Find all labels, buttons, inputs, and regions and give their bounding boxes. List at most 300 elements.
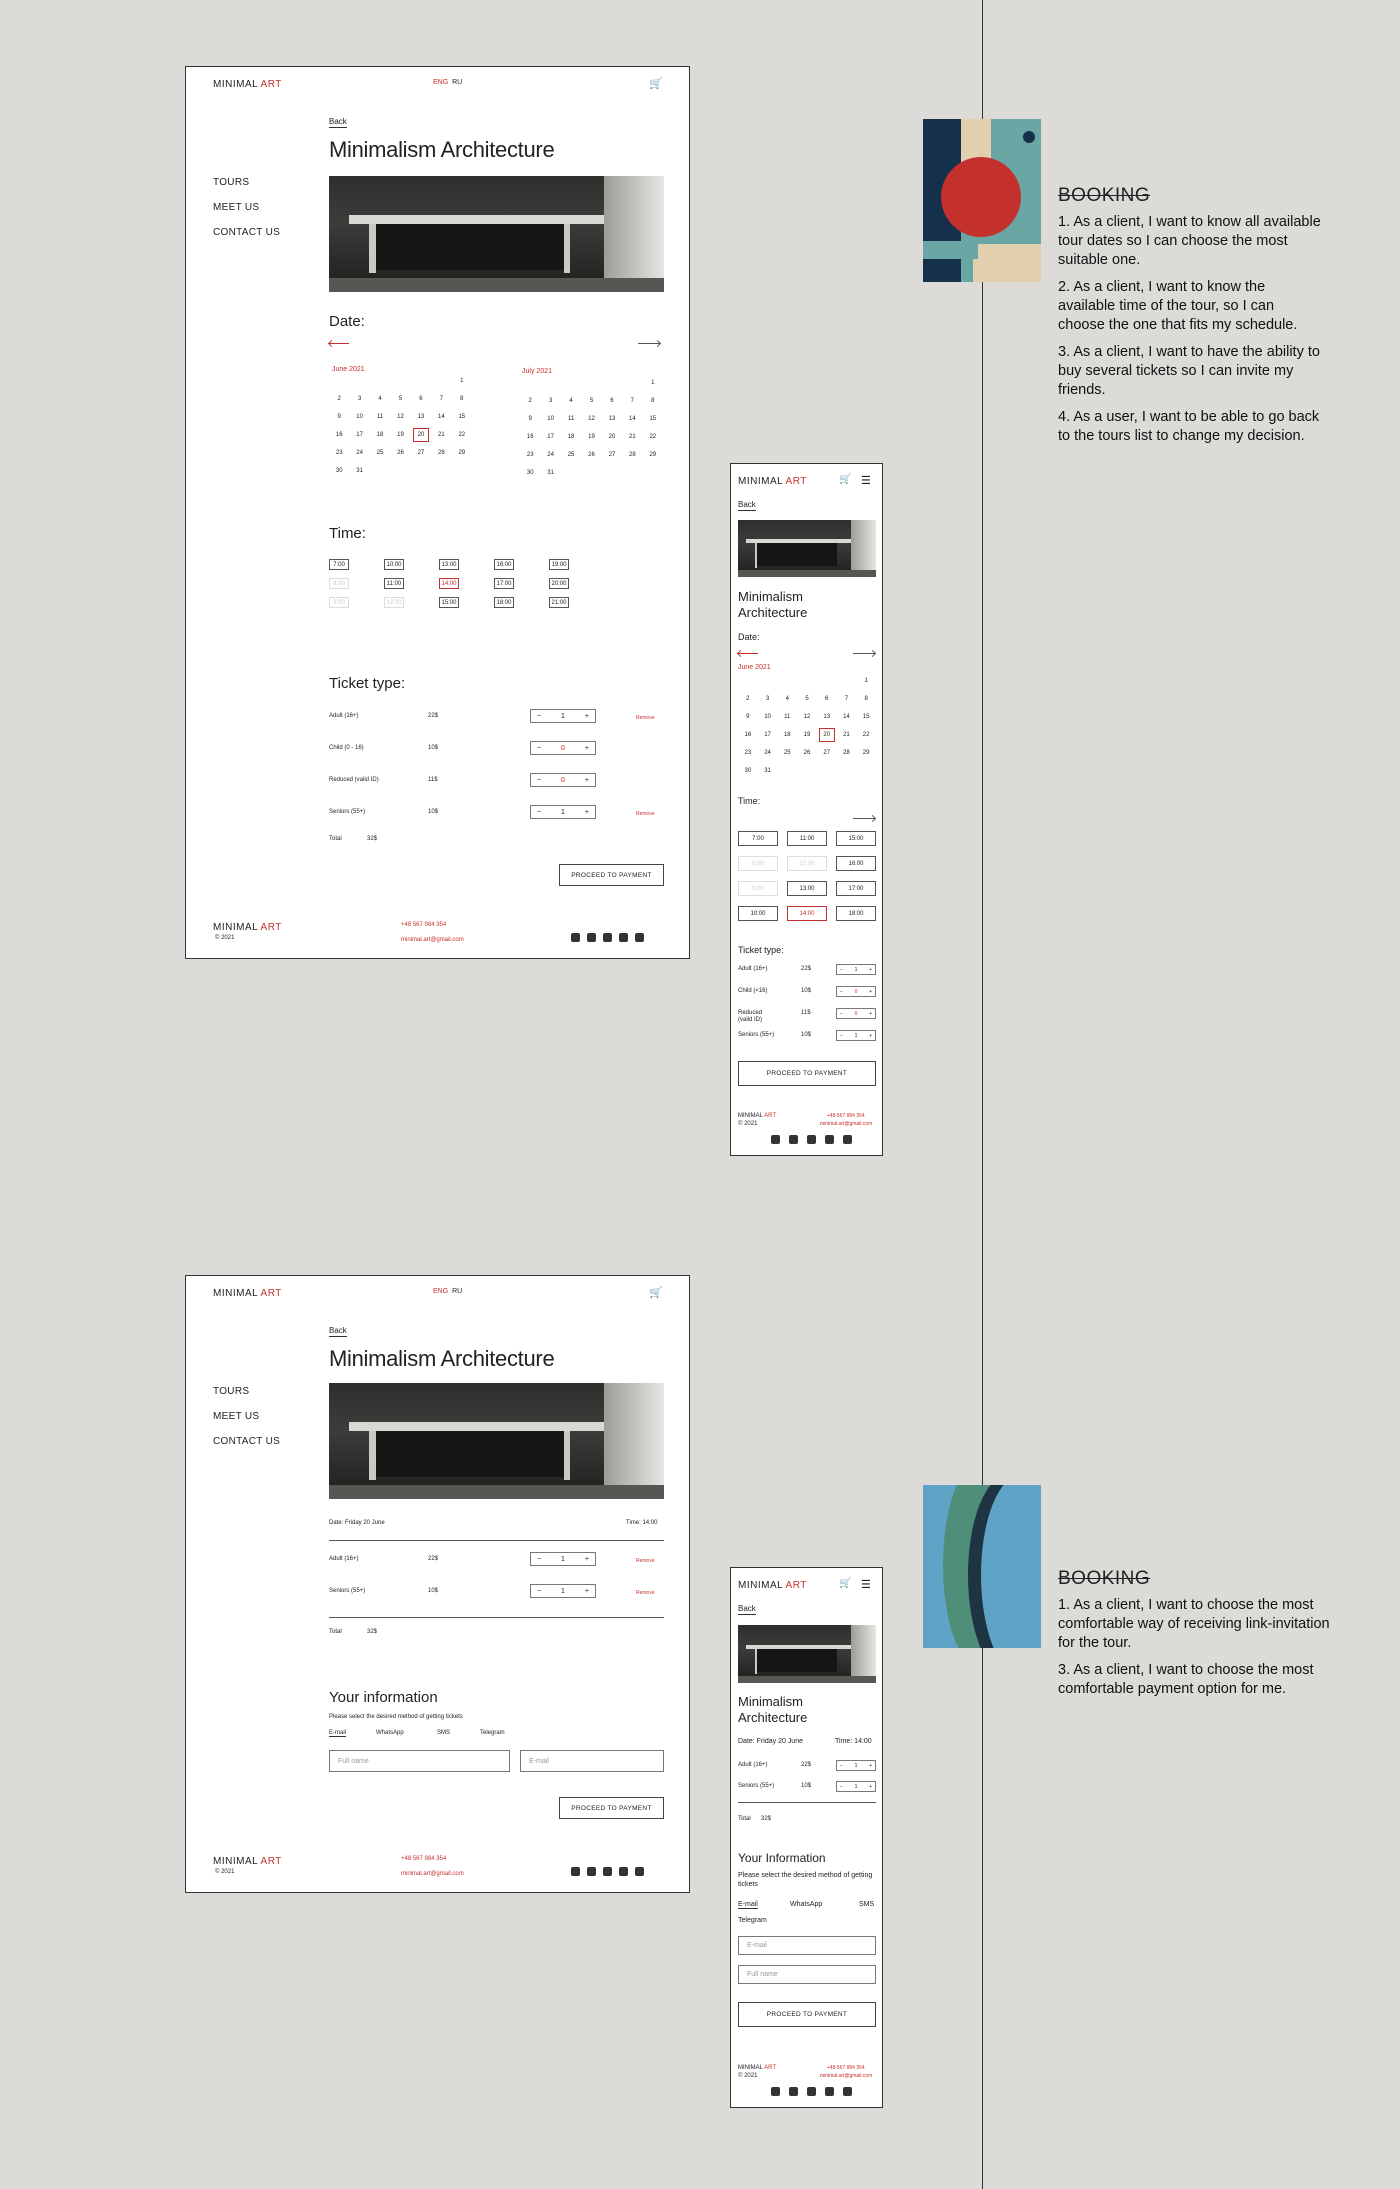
ticket-heading: Ticket type: (329, 675, 406, 692)
quantity-stepper[interactable] (836, 964, 876, 975)
calendar-day[interactable]: 20 (608, 434, 616, 440)
calendar-day[interactable]: 29 (458, 450, 466, 456)
ticket-label: Seniors (55+) (329, 809, 366, 815)
calendar-day[interactable]: 15 (649, 416, 657, 422)
calendar-day[interactable]: 22 (458, 432, 466, 438)
calendar-blank (561, 374, 581, 392)
time-slot[interactable]: 17:00 (494, 578, 514, 589)
ticket-price: 10$ (801, 1032, 812, 1038)
calendar-day[interactable]: 30 (526, 470, 534, 476)
calendar-day[interactable]: 23 (526, 452, 534, 458)
lang-ru[interactable]: RU (452, 79, 463, 86)
story-item: 4. As a user, I want to be able to go back to the tours list to change my decision. (1058, 409, 1320, 444)
minus-icon[interactable]: − (537, 1587, 542, 1595)
linkedin-icon[interactable] (843, 1135, 852, 1144)
calendar-day[interactable]: 4 (569, 398, 573, 404)
calendar-blank (738, 672, 758, 690)
calendar-day[interactable]: 5 (805, 696, 809, 702)
calendar-day[interactable]: 10 (547, 416, 554, 422)
minus-icon[interactable]: − (840, 1032, 843, 1039)
story-item: 1. As a client, I want to choose the most comfortable way of receiving link-invitation for the tour. (1058, 1597, 1330, 1651)
calendar-day[interactable]: 29 (862, 750, 870, 756)
calendar-day[interactable]: 24 (547, 452, 554, 458)
minus-icon[interactable]: − (537, 776, 542, 784)
mobile-logo[interactable]: MINIMAL ART (738, 1580, 807, 1591)
nav-contact-us[interactable]: CONTACT US (213, 1436, 281, 1447)
time-slot[interactable]: 12:00 (787, 856, 827, 871)
calendar-july (520, 374, 663, 482)
calendar-day[interactable]: 25 (376, 450, 384, 456)
next-month-arrow[interactable] (853, 653, 875, 654)
lang-eng[interactable]: ENG (433, 79, 449, 86)
ticket-label: Adult (16+) (329, 713, 359, 719)
time-heading: Time: (738, 796, 761, 806)
time-slot[interactable]: 12:00 (384, 597, 404, 608)
time-slot[interactable]: 7:00 (738, 831, 778, 846)
user-story-booking-1 (1058, 185, 1323, 454)
quantity-value: 1 (854, 966, 858, 973)
time-slot[interactable]: 8:00 (738, 856, 778, 871)
twitter-icon[interactable] (619, 1867, 628, 1876)
logo[interactable]: MINIMAL ART (213, 79, 282, 90)
desktop-info-frame (185, 1275, 690, 1893)
calendar-day[interactable]: 17 (356, 432, 363, 438)
calendar-day[interactable]: 8 (651, 398, 655, 404)
footer-copyright: © 2021 (738, 1121, 758, 1127)
calendar-day[interactable]: 1 (864, 678, 868, 684)
art-thumbnail-1 (923, 119, 1041, 282)
calendar-day[interactable]: 5 (398, 396, 403, 402)
proceed-button[interactable]: PROCEED TO PAYMENT (559, 1797, 664, 1819)
footer-email[interactable]: minimal.art@gmail.com (820, 1121, 873, 1127)
time-slot[interactable]: 9:00 (329, 597, 349, 608)
time-slot[interactable]: 9:00 (738, 881, 778, 896)
method-telegram-tab[interactable]: Telegram (480, 1730, 505, 1736)
quantity-stepper[interactable] (836, 1760, 876, 1771)
calendar-day[interactable]: 21 (438, 432, 445, 438)
footer-copyright: © 2021 (738, 2073, 758, 2079)
quantity-value: 1 (854, 1032, 858, 1039)
mobile-info-frame (730, 1567, 883, 2108)
cart-icon[interactable]: 🛒 (649, 1287, 663, 1299)
time-slot[interactable]: 10:00 (738, 906, 778, 921)
calendar-day[interactable]: 2 (746, 696, 750, 702)
calendar-day[interactable]: 11 (567, 416, 575, 422)
method-whatsapp-tab[interactable]: WhatsApp (790, 1901, 823, 1908)
telegram-icon[interactable] (807, 2087, 816, 2096)
time-slot[interactable]: 13:00 (439, 559, 459, 570)
calendar-day[interactable]: 11 (784, 714, 791, 720)
proceed-button[interactable]: PROCEED TO PAYMENT (559, 864, 664, 886)
calendar-day-selected[interactable]: 20 (817, 726, 837, 744)
footer-phone[interactable]: +48 567 984 354 (401, 922, 447, 928)
calendar-day[interactable]: 14 (629, 416, 636, 422)
story-title: BOOKING (1058, 1568, 1151, 1589)
story-title: BOOKING (1058, 185, 1151, 206)
minus-icon[interactable]: − (840, 1783, 843, 1790)
proceed-button[interactable]: PROCEED TO PAYMENT (738, 1061, 876, 1086)
plus-icon[interactable]: + (869, 988, 872, 995)
calendar-blank (581, 374, 601, 392)
calendar-day[interactable]: 1 (651, 380, 655, 386)
time-slot[interactable]: 11:00 (787, 831, 827, 846)
time-slot[interactable]: 8:00 (329, 578, 349, 589)
quantity-stepper[interactable] (836, 986, 876, 997)
time-slot[interactable]: 14:00 (787, 906, 827, 921)
proceed-button[interactable]: PROCEED TO PAYMENT (738, 2002, 876, 2027)
time-slot[interactable]: 19:00 (549, 559, 569, 570)
ticket-price: 10$ (801, 1783, 812, 1789)
calendar-day[interactable]: 6 (419, 396, 423, 402)
social-icons (571, 933, 644, 942)
minus-icon[interactable]: − (537, 744, 542, 752)
calendar-day[interactable]: 16 (335, 432, 343, 438)
quantity-value: 1 (561, 712, 565, 720)
remove-link[interactable]: Remove (636, 715, 655, 721)
instagram-icon[interactable] (571, 1867, 580, 1876)
calendar-day[interactable]: 26 (397, 450, 404, 456)
calendar-day[interactable]: 5 (589, 398, 594, 404)
youtube-icon[interactable] (587, 933, 596, 942)
quantity-stepper[interactable] (530, 805, 596, 819)
cart-icon[interactable]: 🛒 (839, 474, 852, 485)
telegram-icon[interactable] (807, 1135, 816, 1144)
calendar-day[interactable]: 9 (528, 416, 532, 422)
calendar-day[interactable]: 7 (630, 398, 635, 404)
linkedin-icon[interactable] (635, 933, 644, 942)
calendar-day-selected[interactable]: 20 (411, 426, 431, 444)
calendar-day[interactable]: 6 (825, 696, 829, 702)
calendar-day[interactable]: 13 (823, 714, 831, 720)
plus-icon[interactable]: + (869, 1010, 872, 1017)
plus-icon[interactable]: + (584, 744, 589, 752)
ticket-heading: Ticket type: (738, 945, 784, 955)
nav-tours[interactable]: TOURS (213, 1386, 250, 1397)
ticket-price: 10$ (428, 1588, 439, 1594)
logo[interactable]: MINIMAL ART (213, 1288, 282, 1299)
footer-email[interactable]: minimal.art@gmail.com (401, 1871, 464, 1877)
calendar-day[interactable]: 2 (337, 396, 341, 402)
next-time-arrow[interactable] (853, 818, 875, 819)
story-item: 1. As a client, I want to know all available tour dates so I can choose the most suitable one. (1058, 214, 1321, 268)
fullname-input[interactable]: Full name (738, 1965, 876, 1984)
time-slot[interactable]: 10:00 (384, 559, 404, 570)
calendar-day[interactable]: 19 (588, 434, 595, 440)
calendar-day[interactable]: 27 (608, 452, 616, 458)
calendar-day[interactable]: 15 (458, 414, 466, 420)
calendar-day[interactable]: 10 (764, 714, 771, 720)
calendar-day[interactable]: 21 (843, 732, 850, 738)
ticket-price: 10$ (428, 745, 439, 751)
calendar-day[interactable]: 22 (862, 732, 870, 738)
back-link[interactable]: Back (738, 500, 756, 509)
time-slot[interactable]: 18:00 (494, 597, 514, 608)
desktop-booking-frame (185, 66, 690, 959)
calendar-blank (602, 374, 622, 392)
time-slot[interactable]: 16:00 (494, 559, 514, 570)
total-label: Total (738, 1816, 751, 1822)
mobile-booking-frame (730, 463, 883, 1156)
quantity-stepper[interactable] (836, 1781, 876, 1792)
minus-icon[interactable]: − (537, 808, 542, 816)
calendar-day[interactable]: 18 (376, 432, 384, 438)
youtube-icon[interactable] (789, 1135, 798, 1144)
prev-month-arrow[interactable] (329, 343, 349, 344)
calendar-day[interactable]: 8 (864, 696, 868, 702)
plus-icon[interactable]: + (584, 776, 589, 784)
calendar-day[interactable]: 31 (547, 470, 554, 476)
instagram-icon[interactable] (771, 2087, 780, 2096)
prev-month-arrow[interactable] (738, 653, 758, 654)
quantity-value: 1 (561, 808, 565, 816)
calendar-day[interactable]: 12 (588, 416, 595, 422)
plus-icon[interactable]: + (584, 1587, 589, 1595)
time-slot[interactable]: 7:00 (329, 559, 349, 570)
calendar-day[interactable]: 27 (823, 750, 831, 756)
calendar-day[interactable]: 7 (439, 396, 444, 402)
time-slot[interactable]: 20:00 (549, 578, 569, 589)
ticket-label: Seniors (55+) (738, 1032, 775, 1038)
calendar-day[interactable]: 29 (649, 452, 657, 458)
plus-icon[interactable]: + (584, 712, 589, 720)
method-sms-tab[interactable]: SMS (859, 1901, 875, 1908)
twitter-icon[interactable] (619, 933, 628, 942)
quantity-value: 0 (561, 776, 565, 784)
calendar-day[interactable]: 31 (356, 468, 363, 474)
calendar-day[interactable]: 13 (417, 414, 425, 420)
plus-icon[interactable]: + (584, 808, 589, 816)
footer-phone[interactable]: +48 567 984 354 (827, 1113, 865, 1119)
time-slot[interactable]: 18:00 (836, 906, 876, 921)
back-link[interactable]: Back (329, 117, 347, 126)
telegram-icon[interactable] (603, 933, 612, 942)
nav-meet-us[interactable]: MEET US (213, 1411, 260, 1422)
ticket-price: 10$ (801, 988, 812, 994)
back-link[interactable]: Back (738, 1604, 756, 1613)
minus-icon[interactable]: − (840, 988, 843, 995)
calendar-blank (520, 374, 540, 392)
info-hint: Please select the desired method of getting tickets (329, 1714, 463, 1720)
calendar-day[interactable]: 25 (783, 750, 791, 756)
footer-phone[interactable]: +48 567 984 354 (827, 2065, 865, 2071)
calendar-day[interactable]: 26 (803, 750, 811, 756)
ticket-price: 10$ (428, 809, 439, 815)
plus-icon[interactable]: + (869, 1783, 872, 1790)
calendar-day[interactable]: 14 (843, 714, 850, 720)
tour-photo (329, 1383, 664, 1499)
calendar-day[interactable]: 30 (744, 768, 752, 774)
calendar-day[interactable]: 22 (649, 434, 657, 440)
calendar-blank (622, 374, 642, 392)
quantity-stepper[interactable] (530, 709, 596, 723)
footer-email[interactable]: minimal.art@gmail.com (401, 937, 464, 943)
calendar-day[interactable]: 18 (783, 732, 791, 738)
time-heading: Time: (329, 525, 366, 542)
mobile-logo[interactable]: MINIMAL ART (738, 476, 807, 487)
plus-icon[interactable]: + (869, 1032, 872, 1039)
calendar-day[interactable]: 23 (744, 750, 752, 756)
page-title: Minimalism Architecture (738, 1694, 808, 1725)
minus-icon[interactable]: − (840, 966, 843, 973)
calendar-day[interactable]: 30 (335, 468, 343, 474)
calendar-day[interactable]: 17 (547, 434, 554, 440)
quantity-value: 1 (854, 1783, 858, 1790)
quantity-stepper[interactable] (530, 1552, 596, 1566)
quantity-value: 0 (854, 988, 858, 995)
time-slot[interactable]: 17:00 (836, 881, 876, 896)
plus-icon[interactable]: + (584, 1555, 589, 1563)
calendar-day[interactable]: 23 (335, 450, 343, 456)
calendar-day[interactable]: 16 (526, 434, 534, 440)
quantity-stepper[interactable] (530, 773, 596, 787)
youtube-icon[interactable] (789, 2087, 798, 2096)
calendar-day[interactable]: 6 (610, 398, 614, 404)
instagram-icon[interactable] (771, 1135, 780, 1144)
fullname-input[interactable]: Full name (329, 1750, 510, 1772)
calendar-day[interactable]: 17 (764, 732, 771, 738)
nav-contact-us[interactable]: CONTACT US (213, 227, 281, 238)
info-heading: Your Information (738, 1851, 826, 1865)
calendar-day[interactable]: 9 (746, 714, 750, 720)
footer-email[interactable]: minimal.art@gmail.com (820, 2073, 873, 2079)
calendar-day[interactable]: 21 (629, 434, 636, 440)
calendar-day[interactable]: 4 (785, 696, 789, 702)
summary-time: Time: 14:00 (626, 1520, 658, 1526)
method-whatsapp-tab[interactable]: WhatsApp (376, 1730, 404, 1736)
ticket-label: Seniors (55+) (738, 1783, 775, 1789)
calendar-day[interactable]: 2 (528, 398, 532, 404)
total-value: 32$ (367, 836, 378, 842)
calendar-day[interactable]: 28 (843, 750, 850, 756)
minus-icon[interactable]: − (537, 1555, 542, 1563)
menu-icon[interactable]: ☰ (861, 1579, 871, 1591)
calendar-day[interactable]: 24 (764, 750, 771, 756)
calendar-day[interactable]: 24 (356, 450, 363, 456)
calendar-day[interactable]: 18 (567, 434, 575, 440)
page-title: Minimalism Architecture (329, 1346, 555, 1371)
quantity-value: 1 (561, 1587, 565, 1595)
ticket-price: 22$ (801, 1762, 812, 1768)
time-slot[interactable]: 21:00 (549, 597, 569, 608)
date-heading: Date: (329, 313, 365, 330)
quantity-stepper[interactable] (836, 1030, 876, 1041)
calendar-day[interactable]: 12 (397, 414, 404, 420)
date-heading: Date: (738, 632, 760, 642)
page-title: Minimalism Architecture (329, 137, 555, 162)
linkedin-icon[interactable] (635, 1867, 644, 1876)
calendar-day[interactable]: 7 (844, 696, 849, 702)
calendar-day[interactable]: 9 (337, 414, 341, 420)
calendar-blank (390, 372, 410, 390)
instagram-icon[interactable] (571, 933, 580, 942)
calendar-day[interactable]: 26 (588, 452, 595, 458)
calendar-blank (411, 372, 431, 390)
lang-eng[interactable]: ENG (433, 1288, 449, 1295)
total-value: 32$ (367, 1629, 378, 1635)
method-telegram-tab[interactable]: Telegram (738, 1917, 767, 1924)
calendar-blank (431, 372, 451, 390)
calendar-day[interactable]: 31 (764, 768, 771, 774)
quantity-stepper[interactable] (530, 741, 596, 755)
calendar-day[interactable]: 12 (803, 714, 811, 720)
calendar-day[interactable]: 28 (438, 450, 445, 456)
remove-link[interactable]: Remove (636, 811, 655, 817)
info-hint: Please select the desired method of getting tickets (738, 1872, 873, 1888)
next-month-arrow[interactable] (638, 343, 660, 344)
remove-link[interactable]: Remove (636, 1558, 655, 1564)
social-icons (771, 1135, 852, 1144)
time-slot[interactable]: 11:00 (384, 578, 404, 589)
remove-link[interactable]: Remove (636, 1590, 655, 1596)
menu-icon[interactable]: ☰ (861, 475, 871, 487)
telegram-icon[interactable] (603, 1867, 612, 1876)
email-input[interactable]: E-mail (520, 1750, 664, 1772)
linkedin-icon[interactable] (843, 2087, 852, 2096)
quantity-value: 0 (561, 744, 565, 752)
quantity-stepper[interactable] (530, 1584, 596, 1598)
ticket-divider (329, 1617, 664, 1618)
minus-icon[interactable]: − (537, 712, 542, 720)
twitter-icon[interactable] (825, 1135, 834, 1144)
calendar-day[interactable]: 28 (629, 452, 636, 458)
cart-icon[interactable]: 🛒 (649, 78, 663, 90)
time-slot[interactable]: 15:00 (836, 831, 876, 846)
time-slot[interactable]: 15:00 (439, 597, 459, 608)
calendar-day[interactable]: 4 (378, 396, 382, 402)
calendar-day[interactable]: 19 (397, 432, 404, 438)
time-slot[interactable]: 14:00 (439, 578, 459, 589)
method-email-tab[interactable]: E-mail (329, 1730, 347, 1736)
plus-icon[interactable]: + (869, 1762, 872, 1769)
calendar-day[interactable]: 16 (744, 732, 752, 738)
calendar-day[interactable]: 27 (417, 450, 425, 456)
calendar-day[interactable]: 25 (567, 452, 575, 458)
calendar-day[interactable]: 10 (356, 414, 363, 420)
minus-icon[interactable]: − (840, 1762, 843, 1769)
footer-phone[interactable]: +48 567 984 354 (401, 1856, 447, 1862)
nav-meet-us[interactable]: MEET US (213, 202, 260, 213)
calendar-blank (777, 672, 797, 690)
calendar-day[interactable]: 14 (438, 414, 445, 420)
ticket-divider (738, 1802, 876, 1803)
time-slot[interactable]: 16:00 (836, 856, 876, 871)
calendar-day[interactable]: 3 (765, 696, 770, 702)
method-email-tab[interactable]: E-mail (738, 1901, 758, 1908)
total-label: Total (329, 836, 342, 842)
back-link[interactable]: Back (329, 1326, 347, 1335)
calendar-day[interactable]: 11 (376, 414, 384, 420)
plus-icon[interactable]: + (869, 966, 872, 973)
calendar-day[interactable]: 15 (862, 714, 870, 720)
calendar-day[interactable]: 19 (803, 732, 811, 738)
twitter-icon[interactable] (825, 2087, 834, 2096)
calendar-blank (817, 672, 837, 690)
time-slot[interactable]: 13:00 (787, 881, 827, 896)
minus-icon[interactable]: − (840, 1010, 843, 1017)
method-sms-tab[interactable]: SMS (437, 1730, 451, 1736)
nav-tours[interactable]: TOURS (213, 177, 250, 188)
email-input[interactable]: E-mail (738, 1936, 876, 1955)
calendar-day[interactable]: 3 (357, 396, 362, 402)
calendar-day[interactable]: 8 (460, 396, 464, 402)
calendar-day[interactable]: 3 (548, 398, 553, 404)
youtube-icon[interactable] (587, 1867, 596, 1876)
calendar-day[interactable]: 13 (608, 416, 616, 422)
calendar-day[interactable]: 1 (460, 378, 464, 384)
cart-icon[interactable]: 🛒 (839, 1578, 852, 1589)
quantity-stepper[interactable] (836, 1008, 876, 1019)
lang-ru[interactable]: RU (452, 1288, 463, 1295)
